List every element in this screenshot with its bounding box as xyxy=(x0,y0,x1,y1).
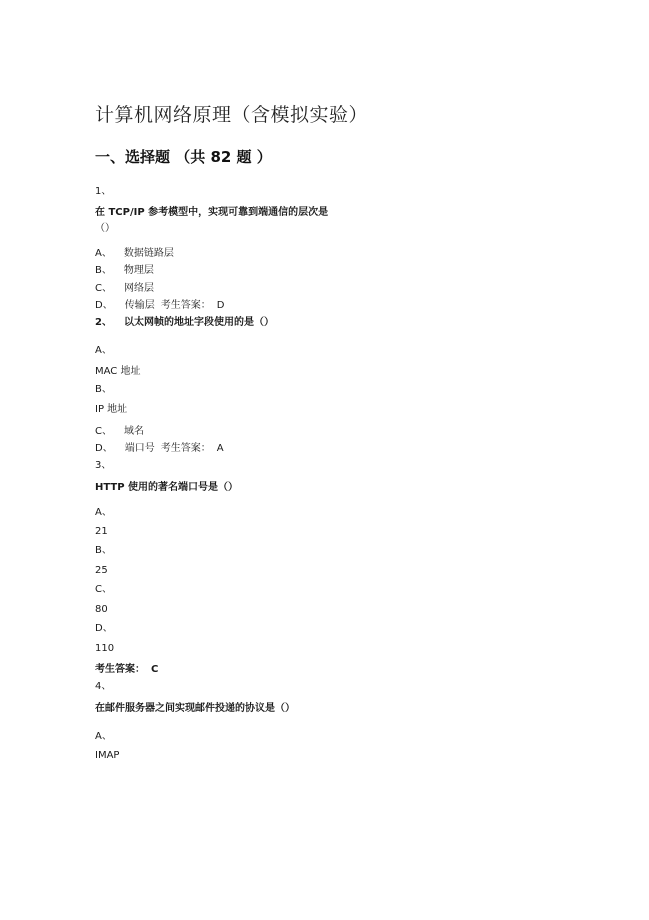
question-3-text: HTTP 使用的著名端口号是（） xyxy=(95,482,239,493)
section-heading: 一、选择题 （共 82 题 ） xyxy=(95,148,272,166)
option-value: 域名 xyxy=(123,426,144,437)
question-4-option-a-value: IMAP xyxy=(95,750,120,761)
question-3-option-d-key: D、 xyxy=(95,623,113,634)
question-3-option-b-key: B、 xyxy=(95,545,112,556)
document-title: 计算机网络原理（含模拟实验） xyxy=(95,104,369,126)
option-key: D、 xyxy=(95,443,113,454)
question-2-option-d xyxy=(95,443,224,455)
question-2-option-a-value: MAC 地址 xyxy=(95,366,141,377)
question-1-number: 1、 xyxy=(95,186,112,197)
option-value: 物理层 xyxy=(123,265,154,276)
option-value: 传输层 xyxy=(124,300,155,311)
question-4-option-a-key: A、 xyxy=(95,731,112,742)
option-key: A、 xyxy=(95,248,112,259)
question-2-option-b-value: IP 地址 xyxy=(95,404,128,415)
question-3-option-a-value: 21 xyxy=(95,526,108,537)
question-3-option-a-key: A、 xyxy=(95,507,112,518)
question-3-option-c-value: 80 xyxy=(95,604,108,615)
option-key: C、 xyxy=(95,283,112,294)
question-3-option-d-value: 110 xyxy=(95,643,115,654)
question-2-option-c xyxy=(95,426,144,438)
option-key: B、 xyxy=(95,265,112,276)
question-1-option-d xyxy=(95,300,224,312)
answer-label: 考生答案： xyxy=(160,443,211,454)
option-value: 数据链路层 xyxy=(123,248,174,259)
question-2-option-a-key: A、 xyxy=(95,345,112,356)
question-3-option-c-key: C、 xyxy=(95,584,112,595)
option-key: D、 xyxy=(95,300,113,311)
option-value: 端口号 xyxy=(124,443,155,454)
question-2-number: 2、 xyxy=(95,317,112,328)
answer-value: D xyxy=(216,300,225,311)
question-3-number: 3、 xyxy=(95,460,112,471)
answer-value: C xyxy=(151,664,159,675)
question-1-option-b xyxy=(95,265,154,277)
question-3-option-b-value: 25 xyxy=(95,565,108,576)
question-1-option-a xyxy=(95,248,174,260)
answer-value: A xyxy=(216,443,224,454)
answer-label: 考生答案： xyxy=(95,664,145,675)
question-2-text: 以太网帧的地址字段使用的是（） xyxy=(123,317,274,328)
question-1-text-line1: 在 TCP/IP 参考模型中，实现可靠到端通信的层次是 xyxy=(95,207,329,218)
question-2-option-b-key: B、 xyxy=(95,384,112,395)
option-value: 网络层 xyxy=(123,283,154,294)
question-2-line xyxy=(95,317,274,329)
question-4-number: 4、 xyxy=(95,681,112,692)
question-4-text: 在邮件服务器之间实现邮件投递的协议是（） xyxy=(95,703,295,714)
answer-label: 考生答案： xyxy=(160,300,211,311)
question-3-answer xyxy=(95,664,158,676)
question-1-text-line2: （） xyxy=(95,223,115,234)
question-1-option-c xyxy=(95,283,154,295)
option-key: C、 xyxy=(95,426,112,437)
